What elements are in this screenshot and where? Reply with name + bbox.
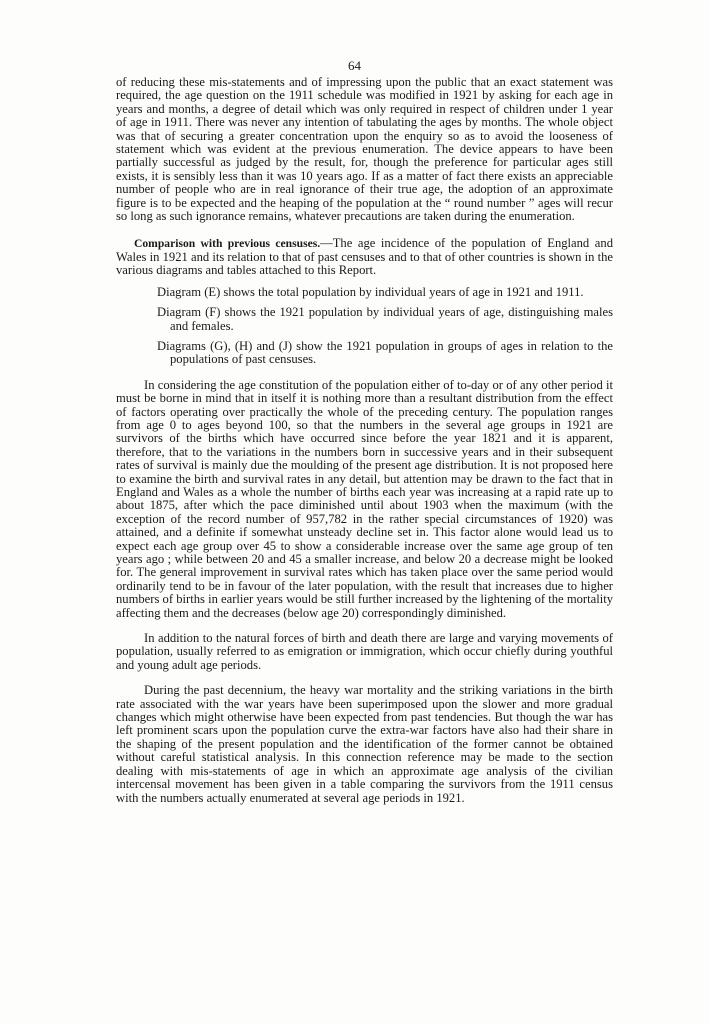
paragraph-age-statements: of reducing these mis-statements and of impressing upon the public that an exact statement was required, the age question on the 1911 schedule was modified in 1921 by asking for each age in years and months, a degree of detail which was only required in respect of children under 1 year of age in 1911. There was never any intention of tabulating the ages by months. The whole object was that of securing a greater concentration upon the enquiry so as to avoid the looseness of statement which was evident at the previous enumeration. The device appears to have been partially successful as judged by the result, for, though the preference for particular ages still exists, it is sensibly less than it was 10 years ago. If as a matter of fact there exists an appreciable number of people who are in real ignorance of their true age, the adoption of an approximate figure is to be expected and the heaping of the population at the “ round number ” ages will recur so long as such ignorance remains, whatever precautions are taken during the enumeration.	[116, 75, 613, 224]
diagram-e-description: Diagram (E) shows the total population by individual years of age in 1921 and 1911.	[157, 284, 584, 299]
body-text	[116, 76, 613, 805]
diagram-list	[116, 286, 613, 367]
diagram-f-description: Diagram (F) shows the 1921 population by individual years of age, distinguishing males and females.	[157, 305, 613, 333]
paragraph-war-effects: During the past decennium, the heavy war mortality and the striking variations in the birth rate associated with the war years have been superimposed upon the slower and more gradual changes which might otherwise have been expected from past tendencies. But though the war has left prominent scars upon the population curve the extra-war factors have also had their share in the shaping of the present population and the identification of the former cannot be obtained without careful statistical analysis. In this connection reference may be made to the section dealing with mis-statements of age in which an approximate age analysis of the civilian intercensal movement has been given in a table comparing the survivors from the 1911 census with the numbers actually enumerated at several age periods in 1921.	[116, 683, 613, 805]
diagram-ghj-description: Diagrams (G), (H) and (J) show the 1921 population in groups of ages in relation to the populations of past censuses.	[157, 338, 613, 367]
paragraph-comparison-body: —The age incidence of the population of England and Wales in 1921 and its relation to that of past censuses and to that of other countries is shown in the various diagrams and tables attached to this Report.	[116, 236, 613, 278]
paragraph-age-constitution: In considering the age constitution of the population either of to-day or of any other period it must be borne in mind that in itself it is nothing more than a resultant distribution from the effect of factors operating over practically the whole of the preceding century. The population ranges from age 0 to ages beyond 100, so that the numbers in the several age groups in 1921 are survivors of the births which have occurred since before the year 1821 and it is apparent, therefore, that to the variations in the numbers born in successive years and in their subsequent rates of survival is mainly due the moulding of the present age distribution. It is not proposed here to examine the birth and survival rates in any detail, but attention may be drawn to the fact that in England and Wales as a whole the number of births each year was increasing at a rapid rate up to about 1875, after which the pace diminished until about 1903 when the maximum (with the exception of the record number of 957,782 in the rather special circumstances of 1920) was attained, and a definite if somewhat unsteady decline set in. This factor alone would lead us to expect each age group over 45 to show a considerable increase over the same age group of ten years ago ; while between 20 and 45 a smaller increase, and below 20 a decrease might be looked for. The general improvement in survival rates which has taken place over the same period would ordinarily tend to be in favour of the later population, with the result that increases due to higher numbers of births in earlier years would be still further increased by the lightening of the mortality affecting them and the decreases (below age 20) correspondingly diminished.	[116, 377, 613, 620]
paragraph-migration: In addition to the natural forces of birth and death there are large and varying movements of population, usually referred to as emigration or immigration, which occur chiefly during youthful and young adult age periods.	[116, 631, 613, 672]
page-number: 64	[348, 58, 361, 73]
paragraph-comparison	[116, 237, 613, 277]
section-heading-comparison: Comparison with previous censuses.	[134, 237, 321, 251]
